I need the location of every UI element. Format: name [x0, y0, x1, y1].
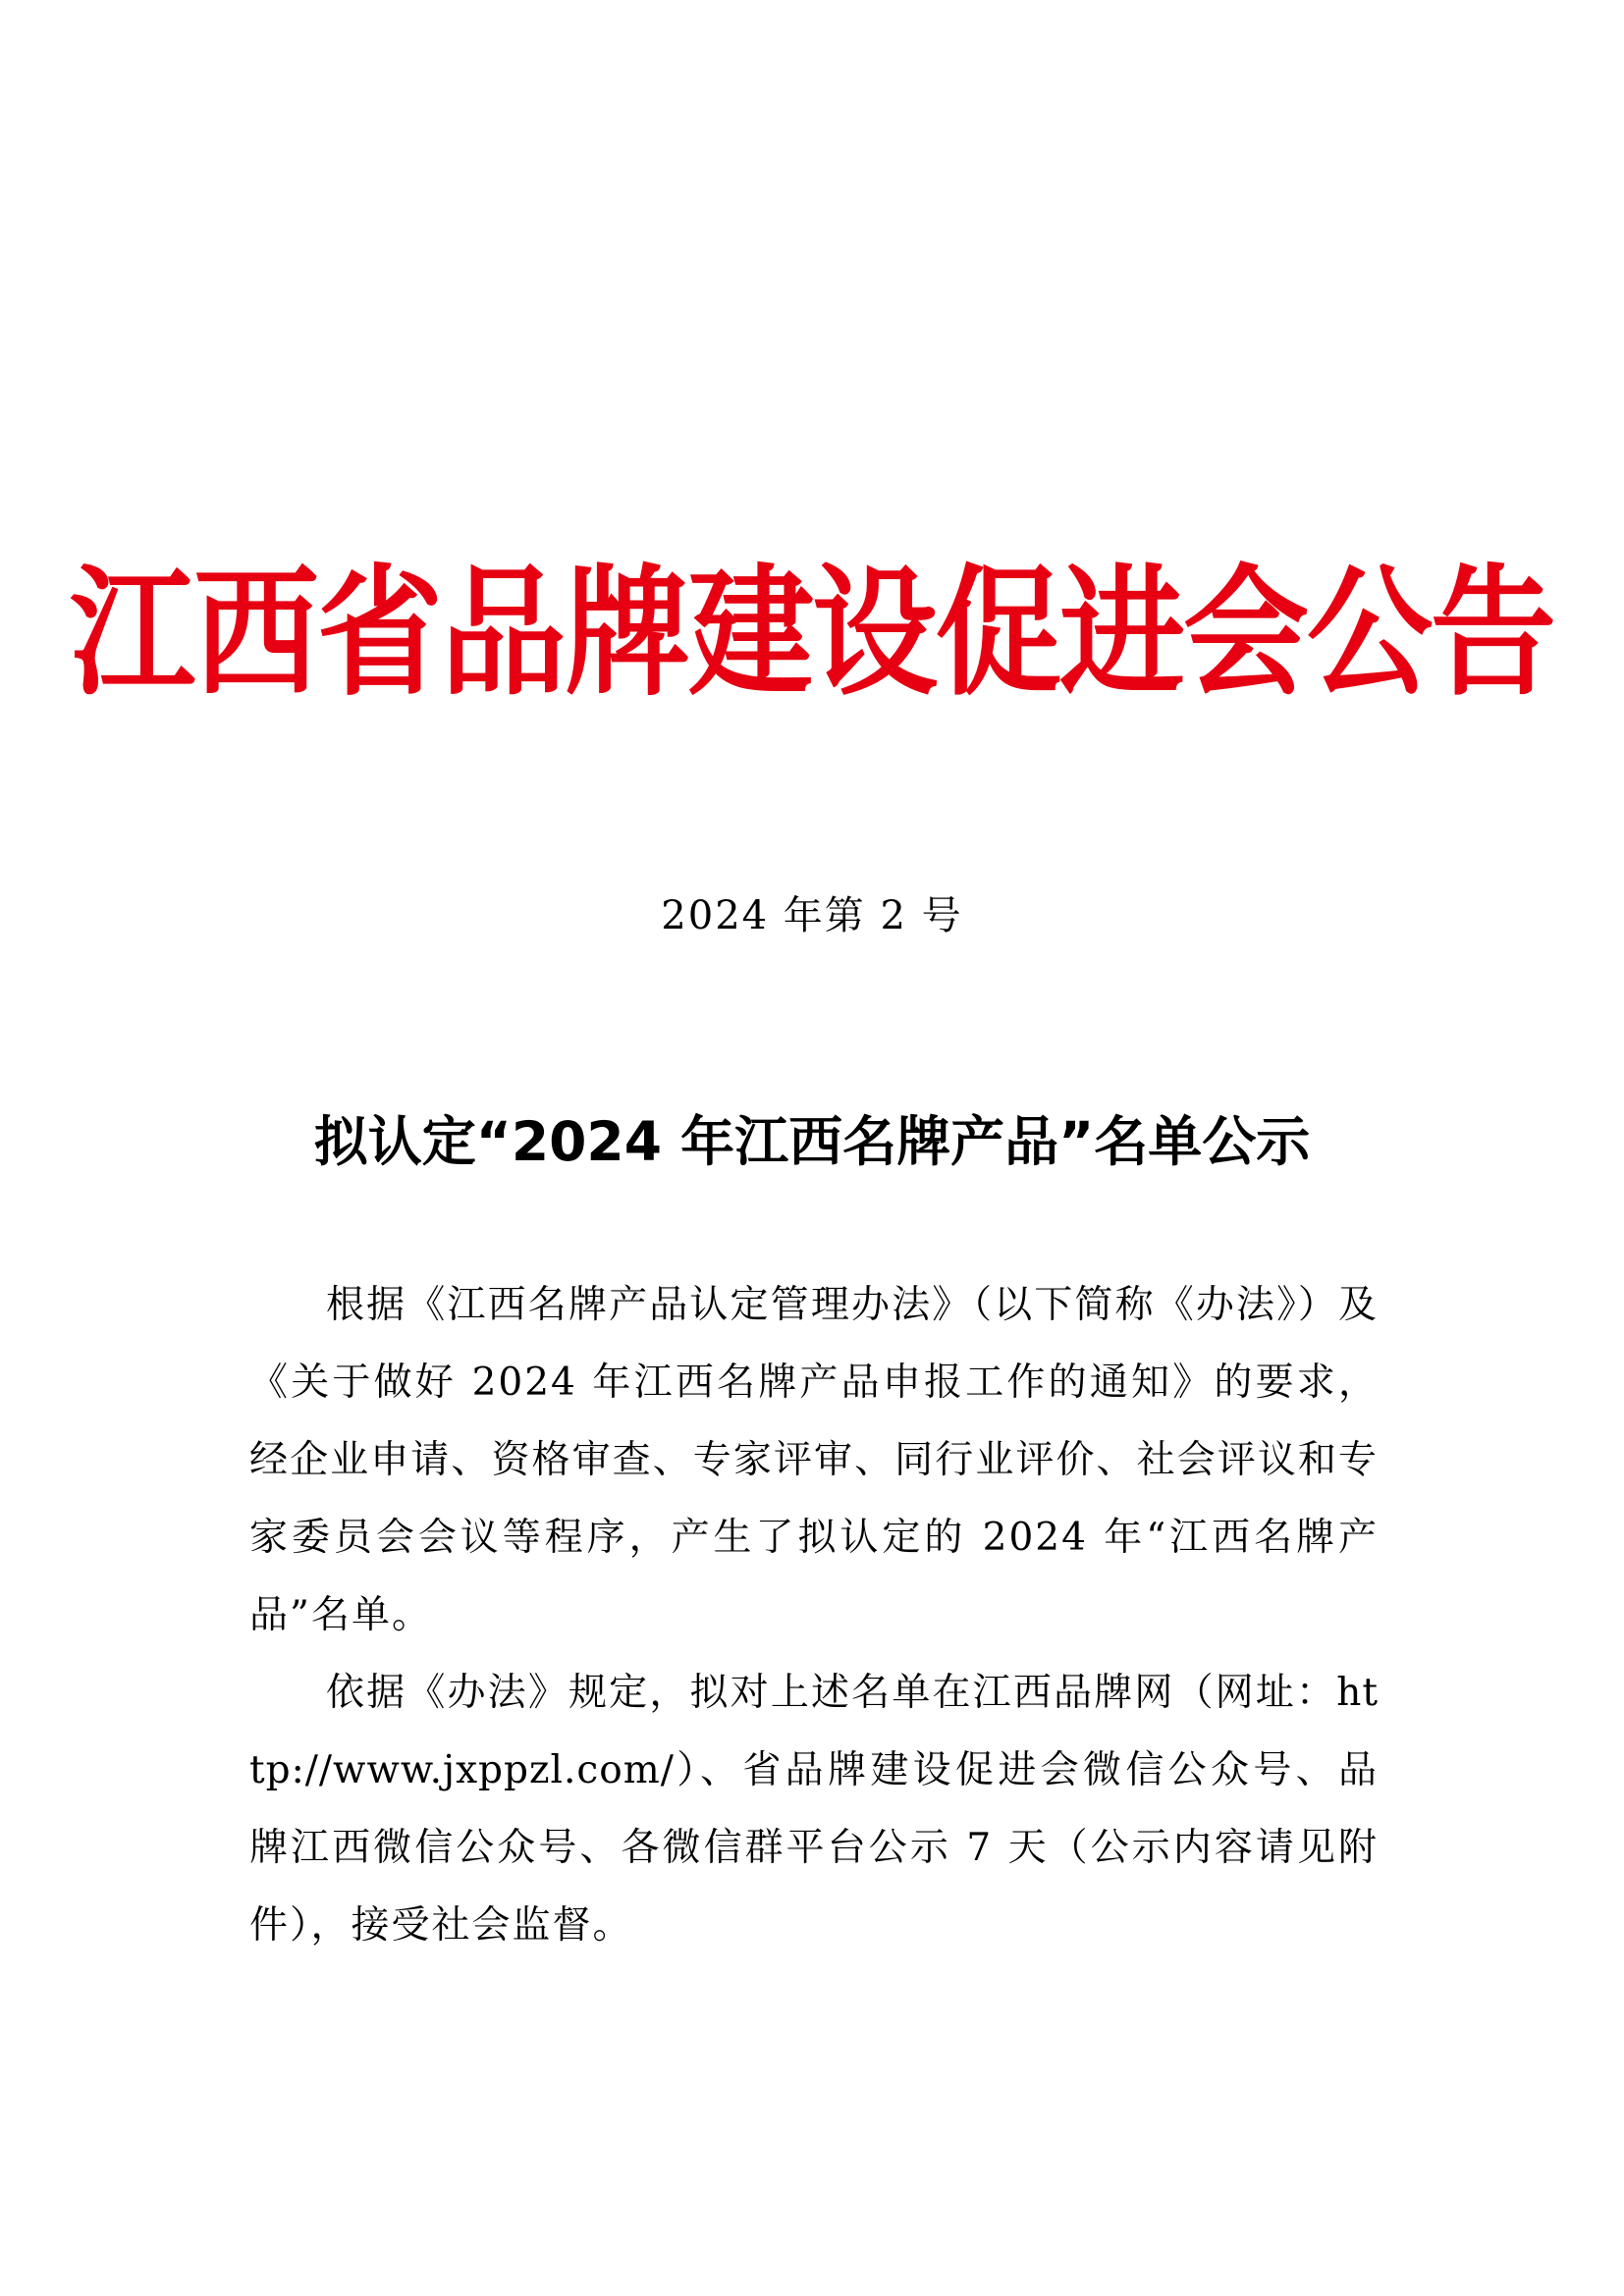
notice-body: [249, 1266, 1379, 1964]
paragraph-publicity-lead: 依据《办法》规定，拟对上述名单在江西品牌网（网址：: [326, 1671, 1337, 1715]
paragraph-basis: 根据《江西名牌产品认定管理办法》（以下简称《办法》）及《关于做好 2024 年江西名牌产品申报工作的通知》的要求，经企业申请、资格审查、专家评审、同行业评价、社会评议和专家委员会会议等程序，产生了拟认定的 2024 年“江西名牌产品”名单。: [249, 1283, 1379, 1637]
masthead-title: 江西省品牌建设促进会公告: [69, 551, 1554, 716]
paragraph-publicity-tail: ）、省品牌建设促进会微信公众号、品牌江西微信公众号、各微信群平台公示 7 天（公示内容请见附件），接受社会监督。: [249, 1748, 1379, 1948]
paragraph-publicity: [249, 1654, 1379, 1964]
website-url: http://www.jxppzl.com/: [249, 1671, 1379, 1792]
document-number: 2024 年第 2 号: [661, 893, 963, 938]
notice-title: 拟认定“2024 年江西名牌产品”名单公示: [313, 1110, 1311, 1173]
